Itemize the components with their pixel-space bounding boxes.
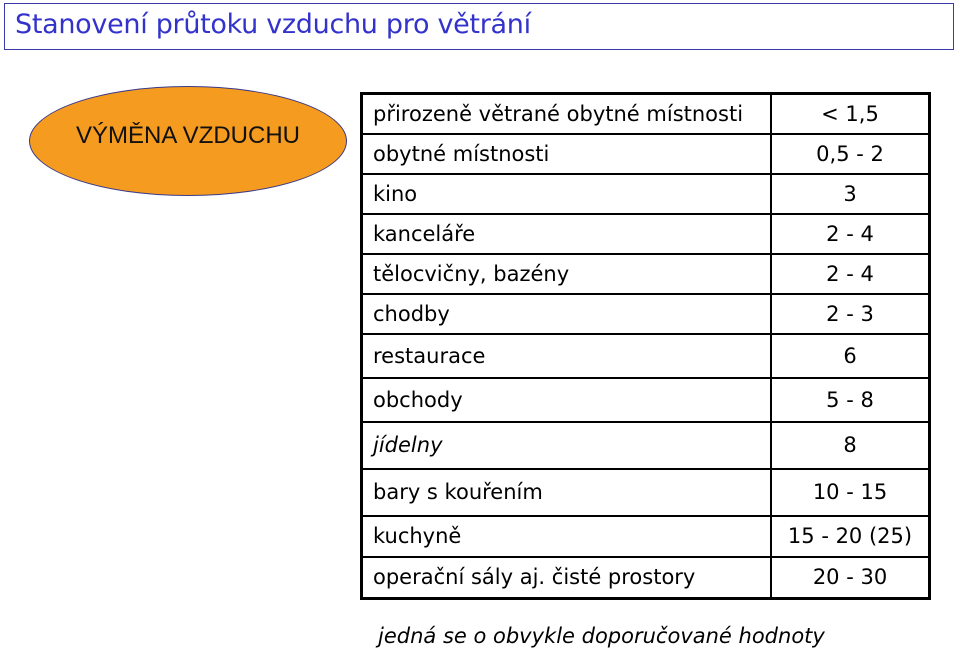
table-row: [362, 469, 930, 516]
exchange-rate-cell: 0,5 - 2: [771, 134, 930, 174]
table-row: [362, 422, 930, 469]
room-type-cell: operační sály aj. čisté prostory: [362, 557, 772, 599]
room-type-cell: kuchyně: [362, 516, 772, 557]
room-type-cell: tělocvičny, bazény: [362, 254, 772, 294]
table-row: [362, 294, 930, 334]
room-type-cell: chodby: [362, 294, 772, 334]
oval-label: VÝMĚNA VZDUCHU: [75, 122, 301, 149]
air-exchange-table: [360, 92, 931, 600]
exchange-rate-cell: 2 - 4: [771, 254, 930, 294]
room-type-cell: obytné místnosti: [362, 134, 772, 174]
room-type-cell: přirozeně větrané obytné místnosti: [362, 94, 772, 134]
room-type-cell: kino: [362, 174, 772, 214]
table-row: [362, 94, 930, 134]
room-type-cell: obchody: [362, 378, 772, 422]
table-row: [362, 516, 930, 557]
exchange-rate-cell: < 1,5: [771, 94, 930, 134]
exchange-rate-cell: 15 - 20 (25): [771, 516, 930, 557]
table-row: [362, 174, 930, 214]
table-row: [362, 214, 930, 254]
table-row: [362, 334, 930, 378]
exchange-rate-cell: 6: [771, 334, 930, 378]
title-bar: [4, 3, 954, 50]
table-row: [362, 378, 930, 422]
exchange-rate-cell: 20 - 30: [771, 557, 930, 599]
exchange-rate-cell: 5 - 8: [771, 378, 930, 422]
room-type-cell: restaurace: [362, 334, 772, 378]
exchange-rate-cell: 2 - 4: [771, 214, 930, 254]
exchange-rate-cell: 10 - 15: [771, 469, 930, 516]
room-type-cell: jídelny: [362, 422, 772, 469]
footnote: jedná se o obvykle doporučované hodnoty: [378, 624, 825, 648]
room-type-cell: kanceláře: [362, 214, 772, 254]
exchange-rate-cell: 2 - 3: [771, 294, 930, 334]
room-type-cell: bary s kouřením: [362, 469, 772, 516]
table-row: [362, 254, 930, 294]
exchange-rate-cell: 8: [771, 422, 930, 469]
page-title: Stanovení průtoku vzduchu pro větrání: [15, 9, 531, 40]
table-row: [362, 134, 930, 174]
exchange-rate-cell: 3: [771, 174, 930, 214]
air-exchange-oval: [29, 86, 347, 196]
table-row: [362, 557, 930, 599]
